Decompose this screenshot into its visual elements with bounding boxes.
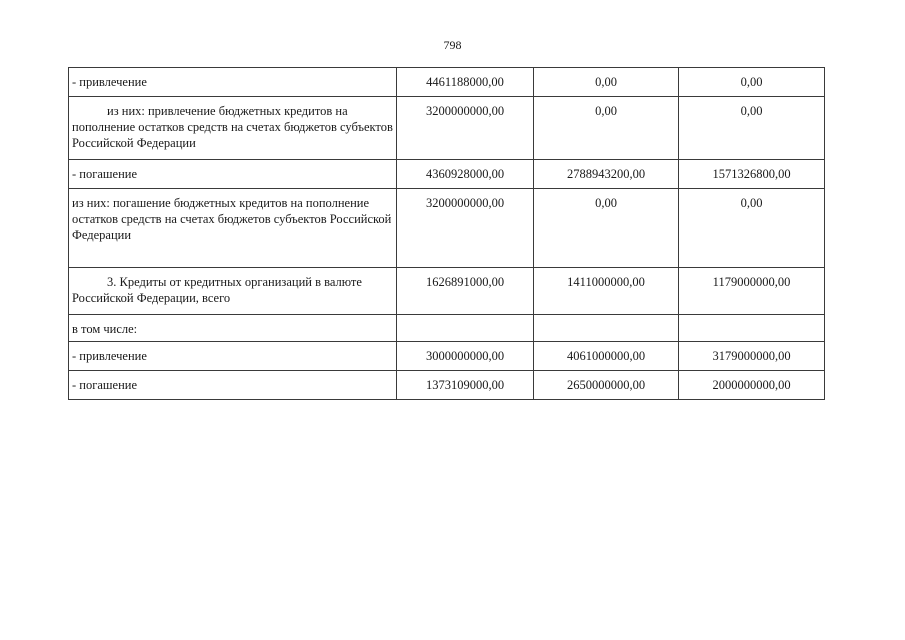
value-cell: 3000000000,00	[397, 342, 534, 371]
table-row	[69, 97, 825, 160]
row-label: - погашение	[69, 160, 397, 189]
value-cell: 1373109000,00	[397, 371, 534, 400]
table-row	[69, 342, 825, 371]
value-cell: 3200000000,00	[397, 97, 534, 160]
value-cell: 2650000000,00	[534, 371, 679, 400]
row-label: - привлечение	[69, 68, 397, 97]
row-label: - привлечение	[69, 342, 397, 371]
value-cell: 4061000000,00	[534, 342, 679, 371]
value-cell: 0,00	[534, 97, 679, 160]
value-cell: 1179000000,00	[679, 268, 825, 315]
value-cell: 3200000000,00	[397, 189, 534, 268]
value-cell: 0,00	[679, 68, 825, 97]
value-cell: 4360928000,00	[397, 160, 534, 189]
value-cell: 1626891000,00	[397, 268, 534, 315]
row-label: в том числе:	[69, 315, 397, 342]
row-label: 3. Кредиты от кредитных организаций в валюте Российской Федерации, всего	[69, 268, 397, 315]
table-row	[69, 268, 825, 315]
table-row	[69, 315, 825, 342]
value-cell: 0,00	[534, 189, 679, 268]
row-label: из них: привлечение бюджетных кредитов на пополнение остатков средств на счетах бюджетов субъектов Российской Федерации	[69, 97, 397, 160]
value-cell: 1411000000,00	[534, 268, 679, 315]
value-cell: 0,00	[679, 189, 825, 268]
value-cell: 3179000000,00	[679, 342, 825, 371]
value-cell: 2788943200,00	[534, 160, 679, 189]
table-row	[69, 68, 825, 97]
value-cell: 4461188000,00	[397, 68, 534, 97]
table-row	[69, 189, 825, 268]
page-number: 798	[443, 38, 462, 52]
table-row	[69, 160, 825, 189]
value-cell: 1571326800,00	[679, 160, 825, 189]
row-label: - погашение	[69, 371, 397, 400]
table-row	[69, 371, 825, 400]
value-cell	[397, 315, 534, 342]
row-label: из них: погашение бюджетных кредитов на пополнение остатков средств на счетах бюджетов субъектов Российской Федерации	[69, 189, 397, 268]
value-cell: 0,00	[679, 97, 825, 160]
value-cell: 2000000000,00	[679, 371, 825, 400]
value-cell	[679, 315, 825, 342]
value-cell: 0,00	[534, 68, 679, 97]
value-cell	[534, 315, 679, 342]
budget-table	[68, 67, 825, 400]
